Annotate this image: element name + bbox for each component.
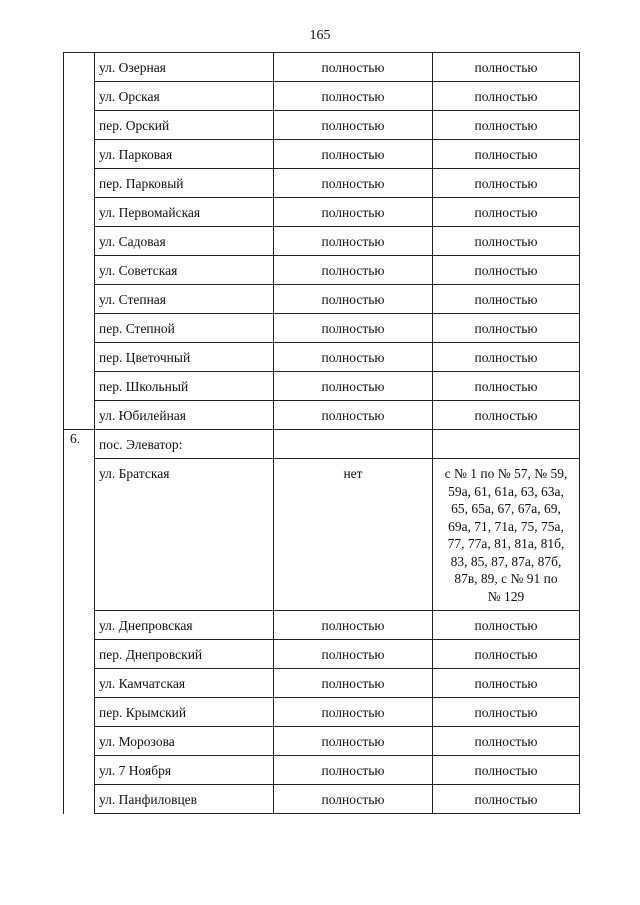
cell-col1: полностью <box>274 314 433 343</box>
house-number-list <box>433 459 580 611</box>
street-name: ул. Озерная <box>95 53 274 82</box>
table-section-b <box>64 430 580 814</box>
row-number-empty <box>64 198 95 227</box>
row-number: 6. <box>64 430 95 459</box>
row-number-empty <box>64 611 95 640</box>
row-number-empty <box>64 459 95 611</box>
house-number-line: 83, 85, 87, 87а, 87б, <box>450 553 562 569</box>
cell-col1: полностью <box>274 256 433 285</box>
street-name: ул. Первомайская <box>95 198 274 227</box>
cell-col1: полностью <box>274 140 433 169</box>
row-number-empty <box>64 82 95 111</box>
cell-col1: полностью <box>274 611 433 640</box>
row-number-empty <box>64 285 95 314</box>
table-row <box>64 198 580 227</box>
row-number-empty <box>64 756 95 785</box>
cell-col1: полностью <box>274 785 433 814</box>
table-section-a <box>64 53 580 430</box>
street-name: пер. Парковый <box>95 169 274 198</box>
cell-col2: полностью <box>433 111 580 140</box>
cell-col2: полностью <box>433 169 580 198</box>
street-name: ул. Панфиловцев <box>95 785 274 814</box>
table-row <box>64 640 580 669</box>
cell-col2: полностью <box>433 669 580 698</box>
row-number-empty <box>64 111 95 140</box>
row-number-empty <box>64 372 95 401</box>
street-name: ул. 7 Ноября <box>95 756 274 785</box>
cell-col1: полностью <box>274 169 433 198</box>
table-row <box>64 53 580 82</box>
cell-col2: полностью <box>433 785 580 814</box>
cell-col1: полностью <box>274 111 433 140</box>
house-number-line: 65, 65а, 67, 67а, 69, <box>451 501 561 516</box>
table-row <box>64 698 580 727</box>
page-number: 165 <box>309 28 331 43</box>
cell-col2: полностью <box>433 401 580 430</box>
row-number-empty <box>64 727 95 756</box>
table-row <box>64 285 580 314</box>
street-name: ул. Орская <box>95 82 274 111</box>
table-row <box>64 169 580 198</box>
table-row <box>64 343 580 372</box>
cell-col1: полностью <box>274 756 433 785</box>
street-name: ул. Камчатская <box>95 669 274 698</box>
settlement-name: пос. Элеватор: <box>95 430 274 459</box>
table-row <box>64 227 580 256</box>
street-name: ул. Садовая <box>95 227 274 256</box>
street-name: ул. Степная <box>95 285 274 314</box>
table-row <box>64 82 580 111</box>
cell-col2: полностью <box>433 372 580 401</box>
table-row-bratskaya <box>64 459 580 611</box>
table-row <box>64 314 580 343</box>
cell-col2 <box>433 430 580 459</box>
cell-col1: полностью <box>274 285 433 314</box>
row-number-empty <box>64 401 95 430</box>
table-row <box>64 140 580 169</box>
cell-col2: полностью <box>433 227 580 256</box>
street-name: ул. Советская <box>95 256 274 285</box>
street-name: пер. Орский <box>95 111 274 140</box>
cell-col1: полностью <box>274 53 433 82</box>
cell-col2: полностью <box>433 53 580 82</box>
street-name: ул. Юбилейная <box>95 401 274 430</box>
cell-col1: полностью <box>274 698 433 727</box>
street-name: пер. Цветочный <box>95 343 274 372</box>
row-number-empty <box>64 53 95 82</box>
table-row <box>64 372 580 401</box>
house-number-line: 77, 77а, 81, 81а, 81б, <box>447 536 565 551</box>
cell-col2: полностью <box>433 256 580 285</box>
house-number-line: 87в, 89, с № 91 по <box>454 571 558 586</box>
cell-col1: полностью <box>274 343 433 372</box>
cell-col1: нет <box>274 459 433 611</box>
cell-col2: полностью <box>433 698 580 727</box>
row-number-empty <box>64 169 95 198</box>
street-name: ул. Днепровская <box>95 611 274 640</box>
cell-col2: полностью <box>433 343 580 372</box>
cell-col2: полностью <box>433 285 580 314</box>
cell-col1: полностью <box>274 227 433 256</box>
row-number-empty <box>64 785 95 814</box>
cell-col2: полностью <box>433 756 580 785</box>
street-name: пер. Днепровский <box>95 640 274 669</box>
street-name: ул. Парковая <box>95 140 274 169</box>
row-number-empty <box>64 640 95 669</box>
row-number-empty <box>64 343 95 372</box>
table-row <box>64 785 580 814</box>
cell-col2: полностью <box>433 82 580 111</box>
street-name: пер. Степной <box>95 314 274 343</box>
row-number-empty <box>64 669 95 698</box>
house-number-line: с № 1 по № 57, № 59, <box>444 466 568 481</box>
row-number-empty <box>64 256 95 285</box>
table-row <box>64 611 580 640</box>
street-name: ул. Морозова <box>95 727 274 756</box>
streets-table <box>63 52 580 814</box>
street-name: пер. Школьный <box>95 372 274 401</box>
table-row <box>64 111 580 140</box>
cell-col2: полностью <box>433 727 580 756</box>
row-number-empty <box>64 698 95 727</box>
cell-col2: полностью <box>433 640 580 669</box>
row-number-empty <box>64 314 95 343</box>
cell-col2: полностью <box>433 198 580 227</box>
house-number-line: 69а, 71, 71а, 75, 75а, <box>448 518 564 534</box>
cell-col2: полностью <box>433 611 580 640</box>
row-number-empty <box>64 227 95 256</box>
cell-col1: полностью <box>274 82 433 111</box>
table-row <box>64 756 580 785</box>
cell-col2: полностью <box>433 314 580 343</box>
row-number-empty <box>64 140 95 169</box>
table-row <box>64 727 580 756</box>
street-name: пер. Крымский <box>95 698 274 727</box>
cell-col1 <box>274 430 433 459</box>
cell-col1: полностью <box>274 669 433 698</box>
table-row-settlement <box>64 430 580 459</box>
table-row <box>64 256 580 285</box>
cell-col1: полностью <box>274 640 433 669</box>
house-number-line: № 129 <box>487 588 525 604</box>
house-number-line: 59а, 61, 61а, 63, 63а, <box>448 483 564 499</box>
table-row <box>64 401 580 430</box>
street-name: ул. Братская <box>95 459 274 611</box>
cell-col1: полностью <box>274 198 433 227</box>
table-row <box>64 669 580 698</box>
cell-col1: полностью <box>274 401 433 430</box>
cell-col1: полностью <box>274 372 433 401</box>
cell-col1: полностью <box>274 727 433 756</box>
cell-col2: полностью <box>433 140 580 169</box>
